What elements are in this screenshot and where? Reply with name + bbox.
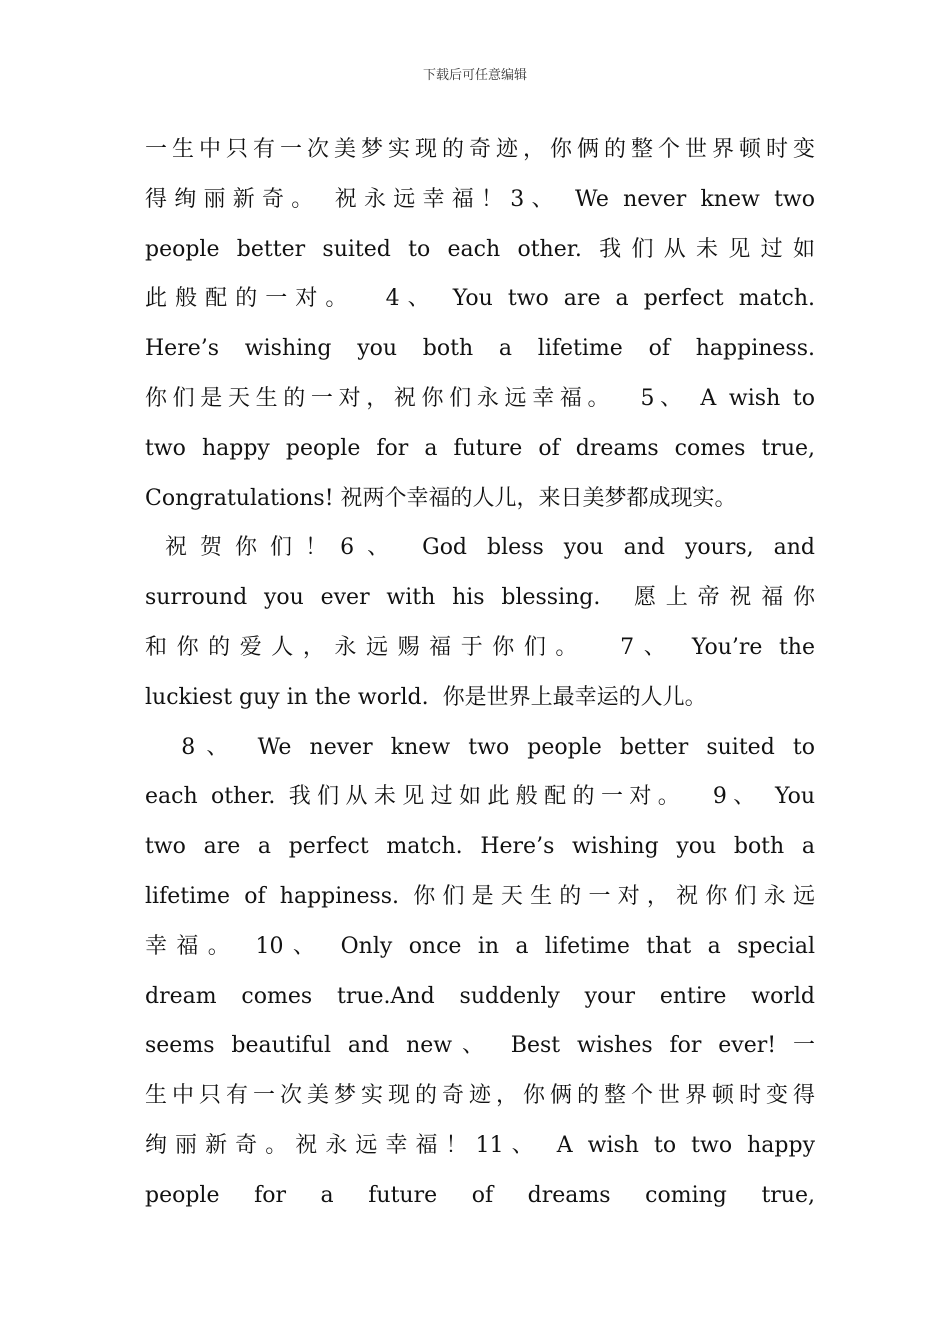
text-line: 生中只有一次美梦实现的奇迹，你俩的整个世界顿时变得 bbox=[145, 1083, 815, 1109]
text-line: luckiest guy in the world. 你是世界上最幸运的人儿。 bbox=[145, 684, 707, 710]
text-line: seems beautiful and new、 Best wishes for ever! 一 bbox=[145, 1033, 815, 1059]
document-body bbox=[145, 125, 815, 1221]
text-line: 绚丽新奇。祝永远幸福！11、 A wish to two happy bbox=[145, 1132, 815, 1158]
text-line: 幸福。 10、 Only once in a lifetime that a special bbox=[145, 933, 815, 959]
page-header: 下载后可任意编辑 bbox=[422, 68, 527, 83]
text-line: people for a future of dreams coming true, bbox=[145, 1182, 815, 1208]
text-line: each other. 我们从未见过如此般配的一对。 9、 You bbox=[145, 784, 815, 810]
text-line: Here’s wishing you both a lifetime of happiness. bbox=[145, 336, 815, 362]
text-line: people better suited to each other. 我们从未见过如 bbox=[145, 236, 815, 262]
text-line: surround you ever with his blessing. 愿上帝祝福你 bbox=[145, 585, 815, 611]
text-line: 你们是天生的一对，祝你们永远幸福。 5、 A wish to bbox=[145, 385, 815, 411]
text-line: 8、 We never knew two people better suited to bbox=[145, 734, 815, 760]
text-line: 此般配的一对。 4、 You two are a perfect match. bbox=[145, 286, 815, 312]
text-line: Congratulations! 祝两个幸福的人儿，来日美梦都成现实。 bbox=[145, 485, 737, 511]
text-line: two are a perfect match. Here’s wishing you both a bbox=[145, 834, 815, 860]
text-line: 祝贺你们！6、 God bless you and yours, and bbox=[145, 535, 815, 561]
text-line: lifetime of happiness. 你们是天生的一对，祝你们永远 bbox=[145, 883, 815, 909]
text-line: two happy people for a future of dreams comes true, bbox=[145, 435, 815, 461]
text-line: 一生中只有一次美梦实现的奇迹，你俩的整个世界顿时变 bbox=[145, 137, 815, 162]
text-line: 得绚丽新奇。 祝永远幸福！3、 We never knew two bbox=[145, 186, 815, 212]
text-line: 和你的爱人，永远赐福于你们。 7、 You’re the bbox=[145, 634, 815, 660]
text-line: dream comes true.And suddenly your entire world bbox=[145, 983, 815, 1009]
